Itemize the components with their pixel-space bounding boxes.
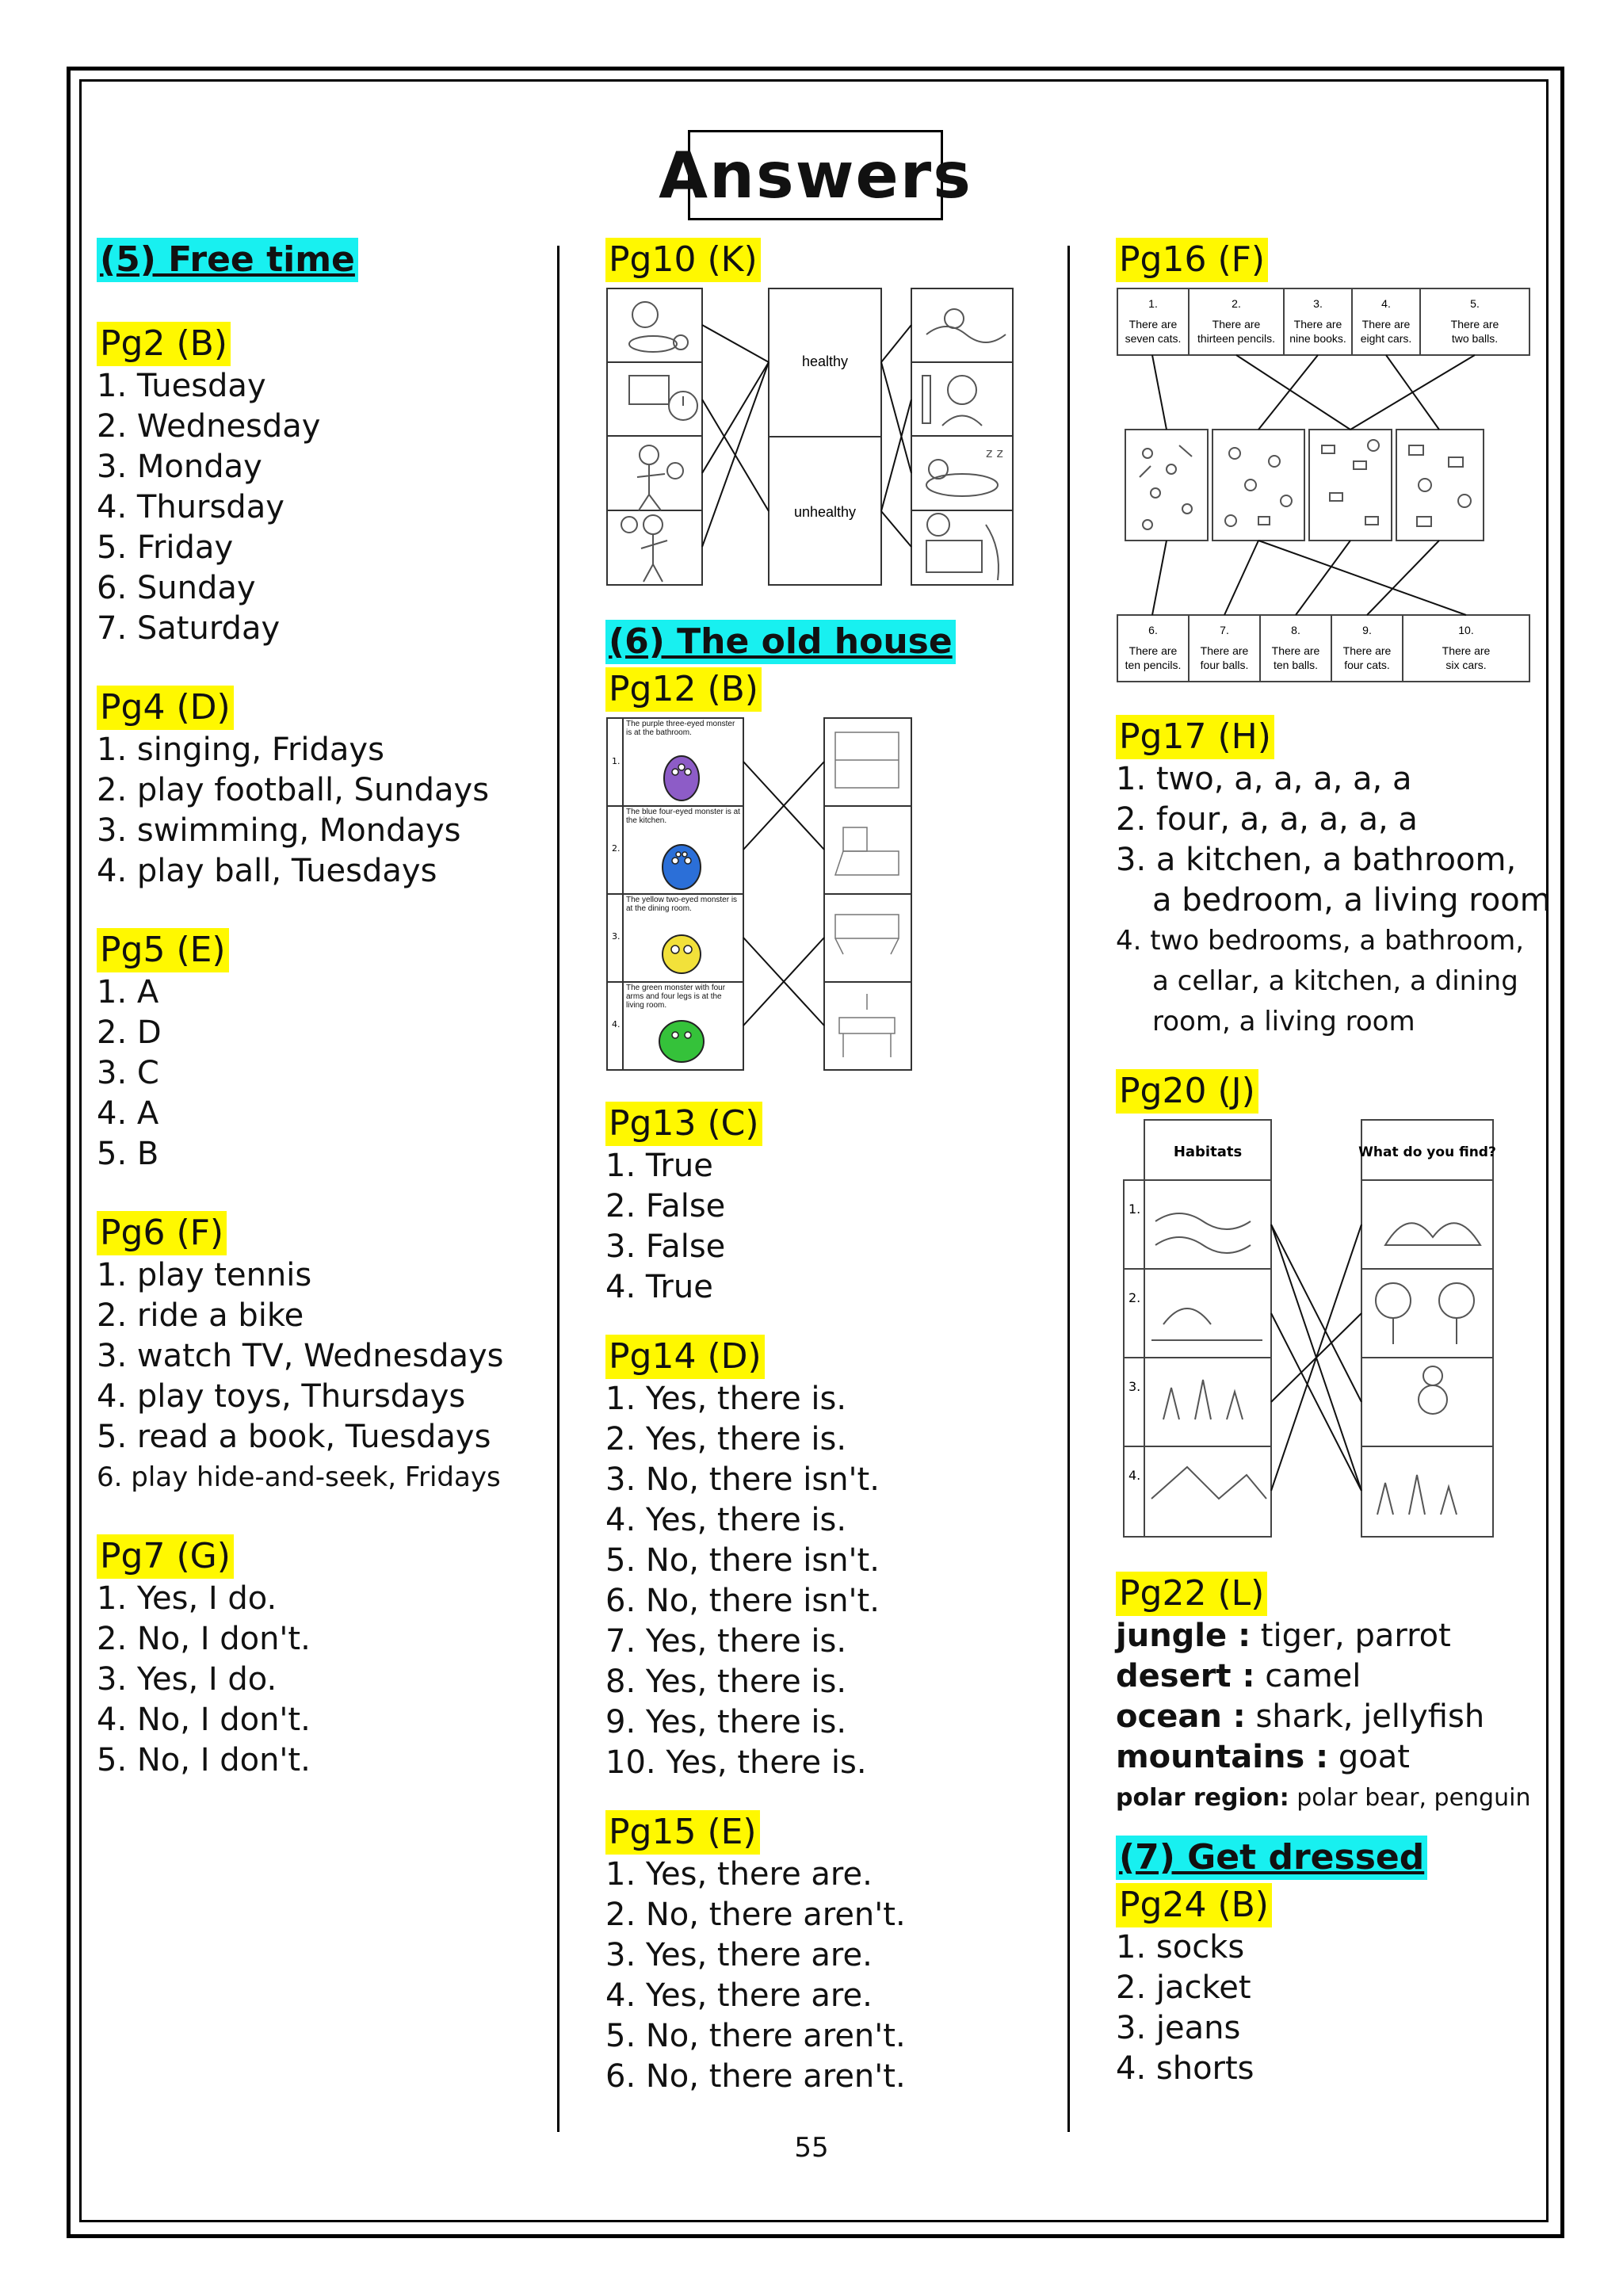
unit-heading: (5) Free time: [97, 238, 358, 282]
answer-item: 7. Yes, there is.: [605, 1623, 847, 1660]
monster-rooms-matching-figure: [605, 716, 915, 1073]
answer-item: 1. Yes, there is.: [605, 1381, 847, 1417]
page-number: 55: [794, 2132, 829, 2164]
row-text: The blue four-eyed monster is at the kitchen.: [626, 808, 740, 825]
page-ref-heading: Pg22 (L): [1116, 1572, 1267, 1616]
answer-item: 4. True: [605, 1269, 713, 1305]
answer-item: [1116, 1656, 1544, 1697]
habitats-matching-figure: [1116, 1118, 1496, 1540]
page-ref-heading: Pg14 (D): [605, 1335, 765, 1379]
answer-item: 2. False: [605, 1188, 726, 1224]
column-divider: [1067, 246, 1070, 2132]
yellow-monster-icon: [663, 935, 701, 973]
habitat-key: polar region:: [1116, 1784, 1289, 1812]
answer-list: [1116, 1616, 1544, 1818]
answer-section: [605, 1102, 1057, 1308]
answer-item: 4. play toys, Thursdays: [97, 1378, 466, 1415]
box-text: seven cats.: [1125, 332, 1182, 345]
unit-heading: (6) The old house: [605, 620, 956, 664]
answer-item: 1. Tuesday: [97, 368, 266, 404]
answer-section: [97, 1534, 548, 1781]
page-ref-heading: Pg15 (E): [605, 1810, 760, 1855]
healthy-label: healthy: [801, 353, 849, 369]
box-text: ten balls.: [1273, 659, 1319, 671]
box-text: six cars.: [1445, 659, 1487, 671]
page-ref-heading: Pg12 (B): [605, 667, 762, 712]
answer-item: [1116, 1616, 1544, 1656]
row-number: 4.: [1128, 1468, 1141, 1483]
row-text: The yellow two-eyed monster is at the dining room.: [626, 896, 738, 913]
unhealthy-label: unhealthy: [793, 504, 857, 520]
habitat-value: shark, jellyfish: [1255, 1698, 1485, 1735]
habitat-value: camel: [1265, 1658, 1361, 1694]
column-3: [1116, 238, 1551, 2089]
answer-item: 6. play hide-and-seek, Fridays: [97, 1461, 501, 1493]
answer-item: 1. Yes, there are.: [605, 1856, 873, 1893]
answer-item: 1. play tennis: [97, 1257, 312, 1293]
box-text: There are: [1361, 318, 1411, 330]
box-text: There are: [1450, 318, 1499, 330]
answer-item: [1116, 1697, 1544, 1737]
answer-list: [1116, 759, 1551, 1042]
box-text: ten pencils.: [1125, 659, 1182, 671]
find-header: What do you find?: [1358, 1144, 1496, 1160]
healthy-unhealthy-matching-figure: [605, 287, 1014, 588]
answer-list: [97, 1579, 548, 1781]
box-text: eight cars.: [1360, 332, 1412, 345]
purple-monster-icon: [664, 756, 699, 800]
answer-section: [97, 322, 548, 649]
answer-item: 3. Yes, there are.: [605, 1937, 873, 1973]
box-text: There are: [1128, 318, 1178, 330]
answer-item: 1. singing, Fridays: [97, 732, 384, 768]
answer-item: 4. A: [97, 1095, 159, 1132]
box-number: 7.: [1220, 624, 1229, 636]
page-ref-heading: Pg5 (E): [97, 928, 229, 972]
answer-item: 4. two bedrooms, a bathroom,: [1116, 925, 1525, 957]
answer-list: [605, 1855, 1057, 2097]
answer-item: 8. Yes, there is.: [605, 1664, 847, 1700]
answer-item: 2. play football, Sundays: [97, 772, 490, 808]
answer-item: 2. Yes, there is.: [605, 1421, 847, 1457]
answer-item: 3. C: [97, 1055, 159, 1091]
answer-item: 3. watch TV, Wednesdays: [97, 1338, 504, 1374]
answer-section: [1116, 715, 1551, 1042]
box-number: 4.: [1381, 297, 1391, 310]
habitat-key: desert :: [1116, 1658, 1255, 1694]
answer-list: [1116, 1927, 1544, 2089]
answer-item: a cellar, a kitchen, a dining: [1152, 965, 1518, 997]
answer-item: 2. D: [97, 1014, 162, 1051]
page-title: Answers: [688, 130, 943, 220]
answer-section: [97, 928, 548, 1175]
answer-item: 4. No, I don't.: [97, 1702, 311, 1738]
answer-item: 2. ride a bike: [97, 1297, 304, 1334]
green-monster-icon: [659, 1021, 704, 1062]
box-text: There are: [1342, 644, 1392, 657]
answer-item: 6. No, there aren't.: [605, 2058, 906, 2095]
answer-item: [1116, 1778, 1544, 1818]
answer-list: [97, 366, 548, 649]
answer-list: [97, 972, 548, 1175]
answer-item: 3. Yes, I do.: [97, 1661, 277, 1698]
answer-item: 3. Monday: [97, 449, 262, 485]
row-number: 4.: [612, 1019, 621, 1030]
answer-section: [605, 1810, 1057, 2097]
row-text: The purple three-eyed monster is at the bathroom.: [626, 720, 735, 737]
answer-item: 3. No, there isn't.: [605, 1461, 880, 1498]
answer-item: 2. Wednesday: [97, 408, 321, 445]
box-number: 8.: [1291, 624, 1300, 636]
box-text: thirteen pencils.: [1197, 332, 1276, 345]
answer-item: 9. Yes, there is.: [605, 1704, 847, 1740]
row-number: 1.: [612, 756, 621, 766]
box-number: 6.: [1148, 624, 1158, 636]
row-number: 2.: [612, 843, 621, 854]
answer-item: 1. A: [97, 974, 159, 1010]
habitat-value: goat: [1338, 1739, 1410, 1775]
box-number: 5.: [1470, 297, 1480, 310]
page-ref-heading: Pg24 (B): [1116, 1883, 1272, 1927]
box-number: 9.: [1362, 624, 1372, 636]
row-text: The green monster with four arms and four legs is at the living room.: [626, 984, 726, 1010]
row-number: 2.: [1128, 1290, 1141, 1305]
answer-item: 1. Yes, I do.: [97, 1580, 277, 1617]
answer-item: 4. Thursday: [97, 489, 285, 525]
page-ref-heading: Pg17 (H): [1116, 715, 1274, 759]
answer-item: 5. No, there aren't.: [605, 2018, 906, 2054]
column-divider: [557, 246, 559, 2132]
answer-item: 3. jeans: [1116, 2010, 1241, 2046]
box-number: 2.: [1232, 297, 1241, 310]
answer-section: [97, 686, 548, 892]
answer-section: [605, 1335, 1057, 1783]
blue-monster-icon: [663, 845, 701, 889]
answer-item: 4. play ball, Tuesdays: [97, 853, 437, 889]
box-text: There are: [1212, 318, 1261, 330]
answer-item: 10. Yes, there is.: [605, 1744, 867, 1781]
box-text: two balls.: [1451, 332, 1499, 345]
column-1: [97, 238, 548, 1781]
box-text: nine books.: [1289, 332, 1346, 345]
answer-list: [605, 1146, 1057, 1308]
box-text: There are: [1128, 644, 1178, 657]
row-number: 3.: [612, 931, 621, 942]
page-ref-heading: Pg13 (C): [605, 1102, 762, 1146]
page-ref-heading: Pg4 (D): [97, 686, 234, 730]
box-number: 10.: [1458, 624, 1474, 636]
habitat-value: tiger, parrot: [1260, 1618, 1451, 1654]
answer-section: [1116, 1572, 1544, 1818]
svg-text:z z: z z: [986, 445, 1003, 460]
page-ref-heading: Pg2 (B): [97, 322, 231, 366]
row-number: 3.: [1128, 1379, 1141, 1394]
box-text: There are: [1293, 318, 1342, 330]
habitats-header: Habitats: [1173, 1144, 1243, 1160]
answer-item: 6. Sunday: [97, 570, 256, 606]
page-ref-heading: Pg16 (F): [1116, 238, 1268, 282]
row-number: 1.: [1128, 1201, 1141, 1217]
answer-item: 3. False: [605, 1228, 726, 1265]
answer-item: 5. B: [97, 1136, 159, 1172]
answer-item: 4. Yes, there are.: [605, 1977, 873, 2014]
answer-item: a bedroom, a living room: [1152, 882, 1551, 919]
page-ref-heading: Pg6 (F): [97, 1211, 227, 1255]
answer-item: 4. shorts: [1116, 2050, 1254, 2087]
answer-item: 1. True: [605, 1148, 713, 1184]
answer-item: 5. No, I don't.: [97, 1742, 311, 1778]
answer-item: 1. two, a, a, a, a, a: [1116, 761, 1412, 797]
answer-item: 5. read a book, Tuesdays: [97, 1419, 491, 1455]
page-ref-heading: Pg20 (J): [1116, 1069, 1258, 1114]
box-text: There are: [1442, 644, 1491, 657]
counting-matching-figure: [1116, 287, 1533, 683]
habitat-key: jungle :: [1116, 1618, 1251, 1654]
box-number: 3.: [1313, 297, 1323, 310]
page-ref-heading: Pg7 (G): [97, 1534, 234, 1579]
answer-item: 3. a kitchen, a bathroom,: [1116, 842, 1517, 878]
answer-item: 2. four, a, a, a, a, a: [1116, 801, 1418, 838]
box-number: 1.: [1148, 297, 1158, 310]
answer-list: [605, 1379, 1057, 1783]
habitat-key: mountains :: [1116, 1739, 1329, 1775]
answer-list: [97, 1255, 548, 1498]
habitat-key: ocean :: [1116, 1698, 1246, 1735]
page-ref-heading: Pg10 (K): [605, 238, 761, 282]
answer-item: 5. No, there isn't.: [605, 1542, 880, 1579]
answer-item: 5. Friday: [97, 529, 234, 566]
answer-item: 1. socks: [1116, 1929, 1245, 1966]
answer-section: [97, 1211, 548, 1498]
unit-heading: (7) Get dressed: [1116, 1836, 1427, 1880]
habitat-value: polar bear, penguin: [1296, 1784, 1531, 1812]
box-text: There are: [1271, 644, 1320, 657]
box-text: four cats.: [1344, 659, 1390, 671]
answer-item: 6. No, there isn't.: [605, 1583, 880, 1619]
answer-item: 2. jacket: [1116, 1969, 1251, 2006]
answer-item: 2. No, I don't.: [97, 1621, 311, 1657]
answer-item: room, a living room: [1152, 1006, 1415, 1037]
answer-item: 4. Yes, there is.: [605, 1502, 847, 1538]
answer-section: [1116, 1883, 1544, 2089]
column-2: [605, 238, 1057, 2097]
answer-item: 7. Saturday: [97, 610, 281, 647]
box-text: four balls.: [1200, 659, 1249, 671]
answer-item: [1116, 1737, 1544, 1778]
box-text: There are: [1200, 644, 1249, 657]
answer-list: [97, 730, 548, 892]
answer-item: 3. swimming, Mondays: [97, 812, 461, 849]
answer-item: 2. No, there aren't.: [605, 1897, 906, 1933]
